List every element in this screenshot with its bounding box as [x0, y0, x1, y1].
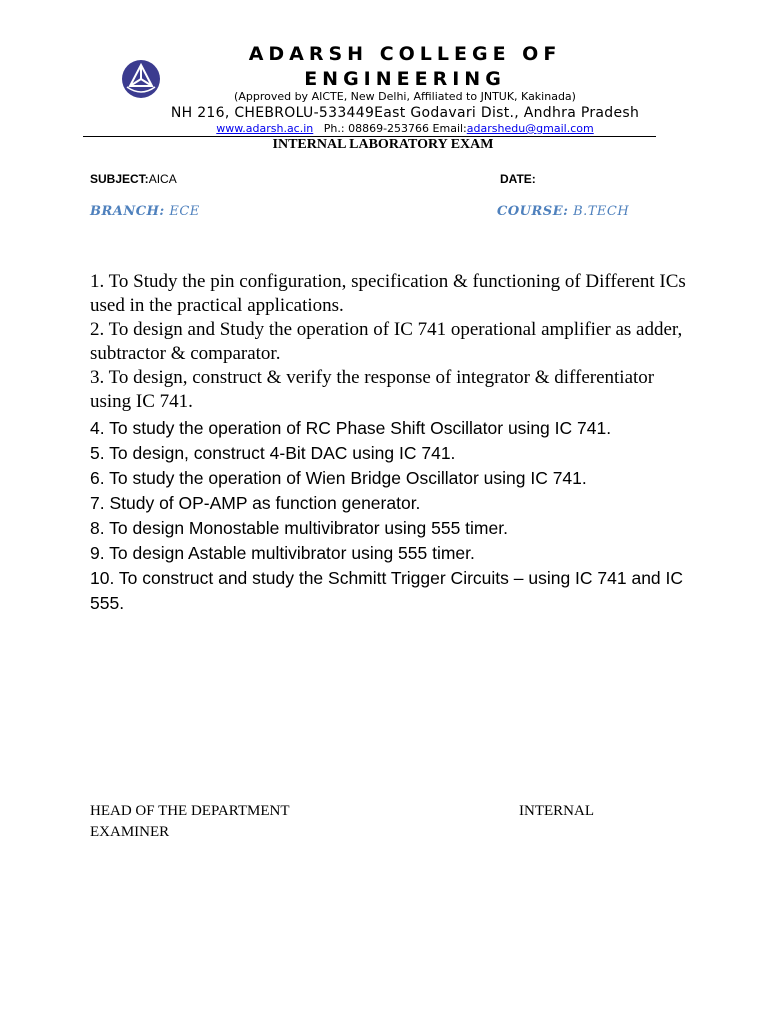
experiment-item: 6. To study the operation of Wien Bridge Oscillator using IC 741. — [90, 468, 587, 488]
approval-text: (Approved by AICTE, New Delhi, Affiliated to JNTUK, Kakinada) — [234, 90, 576, 103]
date-label: DATE: — [500, 172, 536, 186]
experiment-item: 10. To construct and study the Schmitt Trigger Circuits – using IC 741 and IC 555. — [90, 568, 684, 613]
date-field — [500, 172, 536, 186]
experiment-item: 8. To design Monostable multivibrator using 555 timer. — [90, 518, 508, 538]
experiment-item: 5. To design, construct 4-Bit DAC using IC 741. — [90, 443, 456, 463]
experiment-list — [90, 270, 690, 616]
experiment-item: 2. To design and Study the operation of IC 741 operational amplifier as adder, subtractor & comparator. — [90, 319, 683, 364]
branch-field — [90, 204, 200, 219]
subject-field — [90, 172, 177, 186]
experiment-item: 4. To study the operation of RC Phase Shift Oscillator using IC 741. — [90, 418, 612, 438]
experiment-item: 7. Study of OP-AMP as function generator. — [90, 493, 421, 513]
branch-label: BRANCH: — [90, 204, 165, 219]
college-address: NH 216, CHEBROLU-533449East Godavari Dist., Andhra Pradesh — [170, 105, 640, 121]
college-name: ADARSH COLLEGE OF ENGINEERING — [248, 43, 562, 90]
email-label: Email: — [432, 122, 467, 135]
email-link[interactable]: adarshedu@gmail.com — [466, 122, 594, 135]
experiment-item: 1. To Study the pin configuration, specification & functioning of Different ICs used in the practical applications. — [90, 271, 686, 316]
experiment-item: 3. To design, construct & verify the response of integrator & differentiator using IC 741. — [90, 367, 655, 412]
contact-line — [150, 122, 660, 135]
branch-value: ECE — [169, 204, 200, 219]
subject-label: SUBJECT: — [90, 172, 149, 186]
subject-value: AICA — [148, 172, 177, 186]
college-emblem-icon — [121, 59, 161, 99]
internal-label: INTERNAL — [519, 803, 594, 819]
hod-signature-label: HEAD OF THE DEPARTMENT — [90, 803, 290, 819]
website-link[interactable]: www.adarsh.ac.in — [216, 122, 314, 135]
course-label: COURSE: — [497, 204, 569, 219]
examiner-label: EXAMINER — [90, 824, 170, 840]
exam-title: INTERNAL LABORATORY EXAM — [272, 137, 494, 152]
experiment-item: 9. To design Astable multivibrator using 555 timer. — [90, 543, 475, 563]
course-value: B.TECH — [573, 204, 630, 219]
course-field — [497, 204, 629, 219]
phone-text: Ph.: 08869-253766 — [323, 122, 430, 135]
